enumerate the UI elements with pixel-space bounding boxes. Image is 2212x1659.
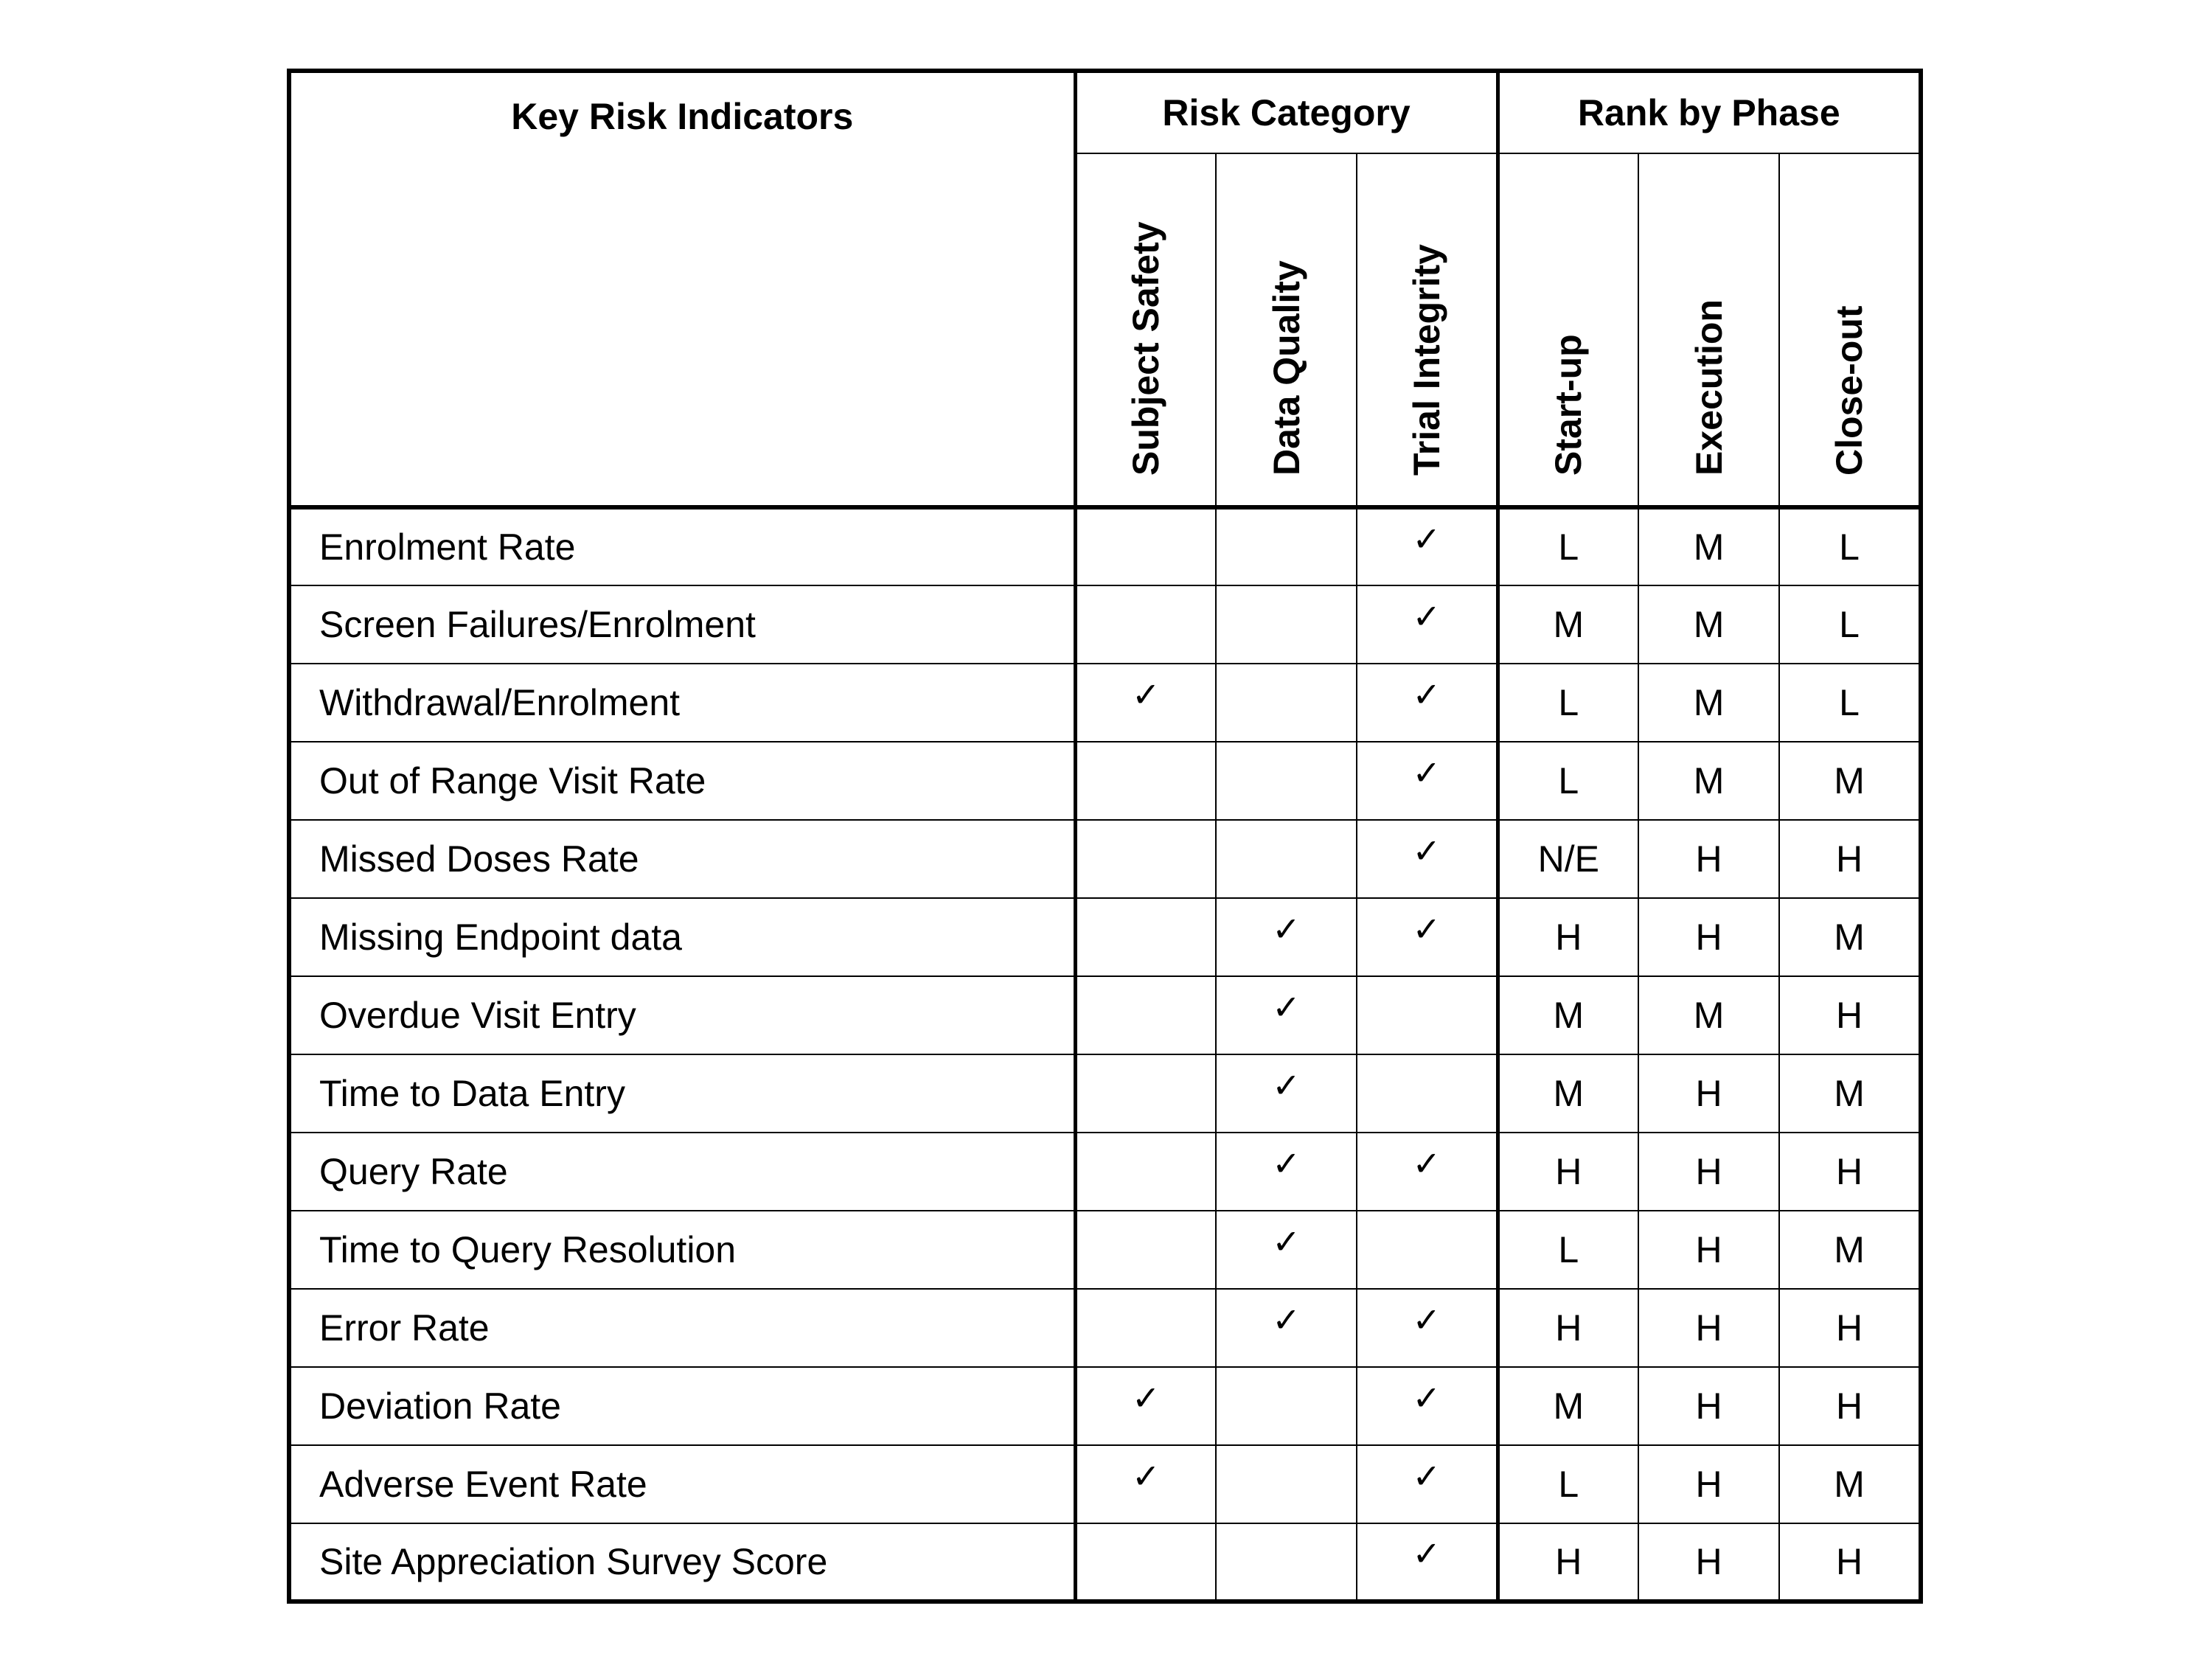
start-up-rank-cell: M [1498,1054,1638,1133]
close-out-label: Close-out [1829,305,1871,476]
check-mark-icon: ✓ [1412,831,1441,871]
execution-rank-cell: H [1638,820,1779,898]
close-out-rank-cell: M [1779,742,1921,820]
close-out-rank-cell: H [1779,1289,1921,1367]
check-mark-icon: ✓ [1272,987,1301,1027]
subject-safety-cell [1075,1445,1216,1523]
start-up-rank-cell: M [1498,976,1638,1054]
execution-rank-cell: M [1638,976,1779,1054]
kri-name-cell: Error Rate [289,1289,1075,1367]
check-mark-icon: ✓ [1272,1065,1301,1105]
execution-rank-cell: H [1638,1445,1779,1523]
start-up-rank-cell: L [1498,1445,1638,1523]
subject-safety-cell [1075,1133,1216,1211]
execution-rank-cell: H [1638,1367,1779,1445]
trial-integrity-cell [1357,898,1498,976]
subject-safety-cell [1075,742,1216,820]
data-quality-cell [1216,820,1357,898]
table-row [289,1133,1921,1211]
data-quality-cell [1216,1054,1357,1133]
table-body [289,507,1921,1601]
table-row [289,1289,1921,1367]
table-row [289,507,1921,585]
check-mark-icon: ✓ [1272,909,1301,949]
check-mark-icon: ✓ [1412,519,1441,559]
kri-column-header: Key Risk Indicators [289,71,1075,507]
table-row [289,898,1921,976]
trial-integrity-cell [1357,664,1498,742]
check-mark-icon: ✓ [1131,1378,1161,1418]
start-up-rank-cell: H [1498,1523,1638,1601]
close-out-rank-cell: H [1779,820,1921,898]
subject-safety-cell [1075,664,1216,742]
close-out-rank-cell: L [1779,507,1921,585]
subject-safety-cell [1075,1523,1216,1601]
start-up-rank-cell: N/E [1498,820,1638,898]
trial-integrity-cell [1357,976,1498,1054]
kri-name-cell: Screen Failures/Enrolment [289,585,1075,664]
check-mark-icon: ✓ [1412,1456,1441,1496]
close-out-rank-cell: M [1779,898,1921,976]
risk-category-header: Risk Category [1075,71,1498,153]
trial-integrity-cell [1357,1054,1498,1133]
start-up-label: Start-up [1548,334,1590,476]
close-out-rank-cell: H [1779,1523,1921,1601]
data-quality-cell [1216,585,1357,664]
check-mark-icon: ✓ [1412,1534,1441,1573]
execution-rank-cell: M [1638,664,1779,742]
subject-safety-cell [1075,820,1216,898]
close-out-rank-cell: M [1779,1445,1921,1523]
trial-integrity-cell [1357,742,1498,820]
check-mark-icon: ✓ [1412,1378,1441,1418]
data-quality-cell [1216,1133,1357,1211]
execution-rank-cell: H [1638,898,1779,976]
trial-integrity-label: Trial Integrity [1405,244,1447,476]
data-quality-cell [1216,507,1357,585]
subject-safety-cell [1075,1367,1216,1445]
data-quality-cell [1216,742,1357,820]
data-quality-cell [1216,898,1357,976]
check-mark-icon: ✓ [1131,1456,1161,1496]
kri-name-cell: Missed Doses Rate [289,820,1075,898]
data-quality-cell [1216,1523,1357,1601]
start-up-rank-cell: L [1498,507,1638,585]
close-out-rank-cell: H [1779,1367,1921,1445]
start-up-rank-cell: H [1498,1289,1638,1367]
trial-integrity-cell [1357,1289,1498,1367]
execution-rank-cell: M [1638,585,1779,664]
rank-by-phase-header: Rank by Phase [1498,71,1921,153]
execution-label: Execution [1688,299,1730,476]
data-quality-cell [1216,976,1357,1054]
trial-integrity-header [1357,153,1498,507]
close-out-rank-cell: H [1779,1133,1921,1211]
trial-integrity-cell [1357,1523,1498,1601]
data-quality-cell [1216,1445,1357,1523]
kri-name-cell: Overdue Visit Entry [289,976,1075,1054]
table-row [289,820,1921,898]
subject-safety-header [1075,153,1216,507]
start-up-rank-cell: H [1498,898,1638,976]
subject-safety-cell [1075,1054,1216,1133]
table-row [289,1523,1921,1601]
trial-integrity-cell [1357,585,1498,664]
close-out-rank-cell: L [1779,664,1921,742]
check-mark-icon: ✓ [1131,675,1161,714]
execution-rank-cell: M [1638,742,1779,820]
close-out-header [1779,153,1921,507]
table-row [289,1054,1921,1133]
check-mark-icon: ✓ [1412,1144,1441,1183]
start-up-rank-cell: M [1498,1367,1638,1445]
start-up-rank-cell: L [1498,664,1638,742]
check-mark-icon: ✓ [1412,675,1441,714]
subject-safety-label: Subject Safety [1125,221,1167,476]
trial-integrity-cell [1357,1133,1498,1211]
table-row [289,1445,1921,1523]
check-mark-icon: ✓ [1272,1222,1301,1262]
trial-integrity-cell [1357,1211,1498,1289]
kri-name-cell: Site Appreciation Survey Score [289,1523,1075,1601]
subject-safety-cell [1075,976,1216,1054]
kri-name-cell: Enrolment Rate [289,507,1075,585]
table-row [289,585,1921,664]
close-out-rank-cell: L [1779,585,1921,664]
subject-safety-cell [1075,1211,1216,1289]
check-mark-icon: ✓ [1412,597,1441,636]
kri-name-cell: Adverse Event Rate [289,1445,1075,1523]
subject-safety-cell [1075,898,1216,976]
table-row [289,976,1921,1054]
data-quality-label: Data Quality [1265,260,1307,476]
start-up-rank-cell: L [1498,742,1638,820]
kri-name-cell: Query Rate [289,1133,1075,1211]
kri-name-cell: Deviation Rate [289,1367,1075,1445]
execution-rank-cell: H [1638,1523,1779,1601]
data-quality-cell [1216,1211,1357,1289]
trial-integrity-cell [1357,820,1498,898]
trial-integrity-cell [1357,1445,1498,1523]
data-quality-cell [1216,1367,1357,1445]
start-up-rank-cell: L [1498,1211,1638,1289]
trial-integrity-cell [1357,1367,1498,1445]
table-header [289,71,1921,507]
table-row [289,742,1921,820]
start-up-rank-cell: H [1498,1133,1638,1211]
check-mark-icon: ✓ [1272,1300,1301,1340]
start-up-rank-cell: M [1498,585,1638,664]
check-mark-icon: ✓ [1412,753,1441,793]
execution-rank-cell: H [1638,1054,1779,1133]
table-row [289,1211,1921,1289]
key-risk-indicators-table [287,69,1923,1604]
execution-rank-cell: H [1638,1289,1779,1367]
kri-name-cell: Withdrawal/Enrolment [289,664,1075,742]
subject-safety-cell [1075,585,1216,664]
data-quality-cell [1216,664,1357,742]
close-out-rank-cell: M [1779,1054,1921,1133]
close-out-rank-cell: M [1779,1211,1921,1289]
close-out-rank-cell: H [1779,976,1921,1054]
kri-name-cell: Missing Endpoint data [289,898,1075,976]
data-quality-header [1216,153,1357,507]
check-mark-icon: ✓ [1412,909,1441,949]
table-row [289,1367,1921,1445]
trial-integrity-cell [1357,507,1498,585]
check-mark-icon: ✓ [1272,1144,1301,1183]
execution-header [1638,153,1779,507]
kri-name-cell: Time to Data Entry [289,1054,1075,1133]
subject-safety-cell [1075,507,1216,585]
execution-rank-cell: H [1638,1133,1779,1211]
kri-name-cell: Time to Query Resolution [289,1211,1075,1289]
execution-rank-cell: H [1638,1211,1779,1289]
kri-name-cell: Out of Range Visit Rate [289,742,1075,820]
subject-safety-cell [1075,1289,1216,1367]
start-up-header [1498,153,1638,507]
data-quality-cell [1216,1289,1357,1367]
execution-rank-cell: M [1638,507,1779,585]
check-mark-icon: ✓ [1412,1300,1441,1340]
table-row [289,664,1921,742]
